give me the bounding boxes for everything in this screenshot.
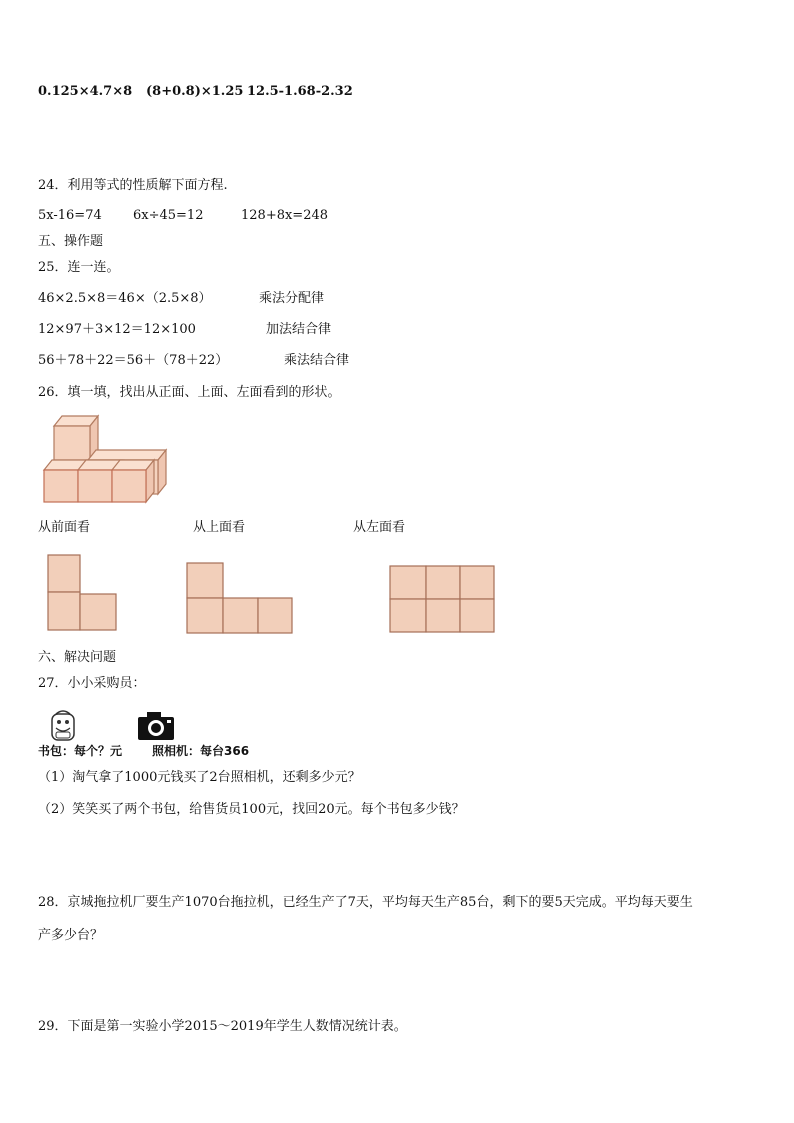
section-6-heading: 六、解决问题 [38,650,117,665]
q26-title: 26．填一填，找出从正面、上面、左面看到的形状。 [38,385,341,400]
q25-right-3: 乘法结合律 [284,353,350,368]
q25-left-1: 46×2.5×8＝46×（2.5×8） [38,291,212,306]
q25-right-1: 乘法分配律 [259,291,325,306]
view-label-top: 从上面看 [193,520,246,535]
q27-sub1: （1）淘气拿了1000元钱买了2台照相机，还剩多少元？ [38,770,361,785]
q25-left-2: 12×97＋3×12＝12×100 [38,322,196,337]
camera-caption: 照相机：每台366 [152,744,250,758]
q24-equation-2: 6x÷45=12 [133,208,204,223]
q27-sub2: （2）笑笑买了两个书包，给售货员100元，找回20元。每个书包多少钱？ [38,802,465,817]
q24-equation-1: 5x-16=74 [38,208,102,223]
bag-caption: 书包：每个？元 [38,744,123,758]
q25-right-2: 加法结合律 [266,322,332,337]
top-view-diagram [186,562,296,636]
q24-equation-3: 128+8x=248 [241,208,329,223]
q25-left-3: 56＋78＋22＝56＋（78＋22） [38,353,229,368]
q25-title: 25．连一连。 [38,260,120,275]
calc-item-2: (8+0.8)×1.25 [146,84,244,99]
q27-title: 27．小小采购员： [38,676,146,691]
calc-item-1: 0.125×4.7×8 [38,84,133,99]
view-label-left: 从左面看 [353,520,406,535]
q24-title: 24．利用等式的性质解下面方程. [38,178,228,193]
q28-line2: 产多少台？ [38,928,104,943]
section-5-heading: 五、操作题 [38,234,104,249]
view-label-front: 从前面看 [38,520,91,535]
left-view-diagram [389,565,497,635]
q29-title: 29．下面是第一实验小学2015～2019年学生人数情况统计表。 [38,1019,407,1034]
school-bag-icon [46,708,80,742]
cube-stack-figure [40,412,172,506]
q28-line1: 28．京城拖拉机厂要生产1070台拖拉机，已经生产了7天，平均每天生产85台，剩下的要5天完成。平均每天要生 [38,895,693,910]
camera-icon [137,711,175,741]
front-view-diagram [47,554,119,634]
calc-item-3: 12.5-1.68-2.32 [247,84,353,99]
